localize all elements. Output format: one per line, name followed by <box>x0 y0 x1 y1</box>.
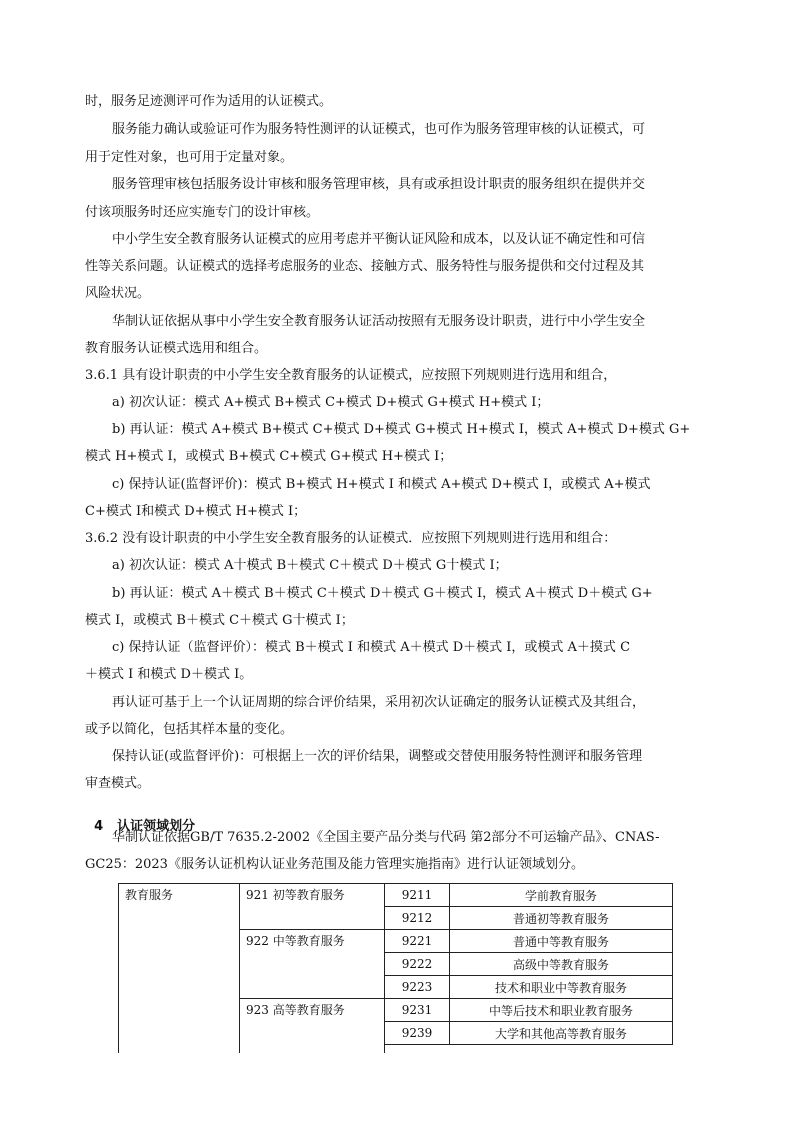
text-line: ＋模式 I 和模式 D＋模式 I。 <box>85 667 253 682</box>
classification-table <box>118 883 673 1053</box>
text-line: 保持认证(或监督评价)：可根据上一次的评价结果，调整或交替使用服务特性测评和服务管理 <box>112 749 643 764</box>
list-item: c) 保持认证(监督评价)：模式 B+模式 H+模式 I 和模式 A+模式 D+模式 I，或模式 A+模式 <box>112 477 651 492</box>
clause-3-6-1: 3.6.1 具有设计职责的中小学生安全教育服务的认证模式，应按照下列规则进行选用和组合， <box>85 368 617 383</box>
clause-3-6-2: 3.6.2 没有设计职责的中小学生安全教育服务的认证模式．应按照下列规则进行选用和组合： <box>85 531 617 546</box>
code-cell: 9223 <box>385 976 450 999</box>
desc-cell: 高级中等教育服务 <box>450 953 673 976</box>
text-line: 再认证可基于上一个认证周期的综合评价结果，采用初次认证确定的服务认证模式及其组合， <box>112 695 646 710</box>
code-cell: 9222 <box>385 953 450 976</box>
table-spacer <box>385 1045 450 1054</box>
list-item: c) 保持认证（监督评价）：模式 B＋模式 I 和模式 A＋模式 D＋模式 I，或模式 A＋摸式 C <box>112 640 631 655</box>
text-line: 模式 I，或模式 B＋模式 C＋模式 G十模式 I； <box>85 613 354 628</box>
list-item: a) 初次认证：模式 A+模式 B+模式 C+模式 D+模式 G+模式 H+模式 I； <box>112 395 550 410</box>
group-cell: 921 初等教育服务 <box>240 884 385 930</box>
desc-cell: 学前教育服务 <box>450 884 673 907</box>
list-item: b) 再认证：模式 A＋模式 B＋模式 C＋模式 D＋模式 G＋模式 I，模式 A＋模式 D＋模式 G+ <box>112 586 653 601</box>
code-cell: 9221 <box>385 930 450 953</box>
text-line: 时，服务足迹测评可作为适用的认证模式。 <box>85 94 333 109</box>
section-title: 认证领域划分 <box>117 819 196 834</box>
text-line: 性等关系问题。认证模式的选择考虑服务的业态、接触方式、服务特性与服务提供和交付过程及其 <box>85 259 645 274</box>
text-line: 模式 H+模式 I，或模式 B+模式 C+模式 G+模式 H+模式 I； <box>85 449 453 464</box>
text-line: 审查模式。 <box>85 776 151 791</box>
table-row <box>119 884 673 907</box>
desc-cell: 大学和其他高等教育服务 <box>450 1022 673 1045</box>
list-item: b) 再认证：模式 A+模式 B+模式 C+模式 D+模式 G+模式 H+模式 I，模式 A+模式 D+模式 G+ <box>112 422 691 437</box>
text-line: GC25：2023《服务认证机构认证业务范围及能力管理实施指南》进行认证领域划分。 <box>85 857 584 872</box>
text-line: 中小学生安全教育服务认证模式的应用考虑并平衡认证风险和成本，以及认证不确定性和可信 <box>112 232 646 247</box>
text-line: C+模式 I和模式 D+模式 H+模式 I； <box>85 504 307 519</box>
list-item: a) 初次认证：模式 A十模式 B＋模式 C＋模式 D＋模式 G十模式 I； <box>112 558 508 573</box>
text-line: 教育服务认证模式选用和组合。 <box>85 341 268 356</box>
code-cell: 9231 <box>385 999 450 1022</box>
desc-cell: 技术和职业中等教育服务 <box>450 976 673 999</box>
table-spacer <box>450 1045 673 1054</box>
group-cell: 923 高等教育服务 <box>240 999 385 1054</box>
text-line: 服务管理审核包括服务设计审核和服务管理审核，具有或承担设计职责的服务组织在提供并交 <box>112 177 646 192</box>
text-line: 用于定性对象，也可用于定量对象。 <box>85 150 294 165</box>
text-line: 服务能力确认或验证可作为服务特性测评的认证模式，也可作为服务管理审核的认证模式，可 <box>112 122 646 137</box>
code-cell: 9212 <box>385 907 450 930</box>
code-cell: 9239 <box>385 1022 450 1045</box>
desc-cell: 中等后技术和职业教育服务 <box>450 999 673 1022</box>
text-line: 华制认证依据GB/T 7635.2-2002《全国主要产品分类与代码 第2部分不可运输产品》、CNAS- <box>112 830 660 845</box>
text-line: 风险状况。 <box>85 286 151 301</box>
category-cell: 教育服务 <box>119 884 240 1054</box>
text-line: 付该项服务时还应实施专门的设计审核。 <box>85 205 320 220</box>
section-number: 4 <box>94 819 104 834</box>
desc-cell: 普通初等教育服务 <box>450 907 673 930</box>
text-line: 或予以简化，包括其样本量的变化。 <box>85 722 294 737</box>
group-cell: 922 中等教育服务 <box>240 930 385 999</box>
text-line: 华制认证依据从事中小学生安全教育服务认证活动按照有无服务设计职责，进行中小学生安全 <box>112 314 646 329</box>
code-cell: 9211 <box>385 884 450 907</box>
desc-cell: 普通中等教育服务 <box>450 930 673 953</box>
